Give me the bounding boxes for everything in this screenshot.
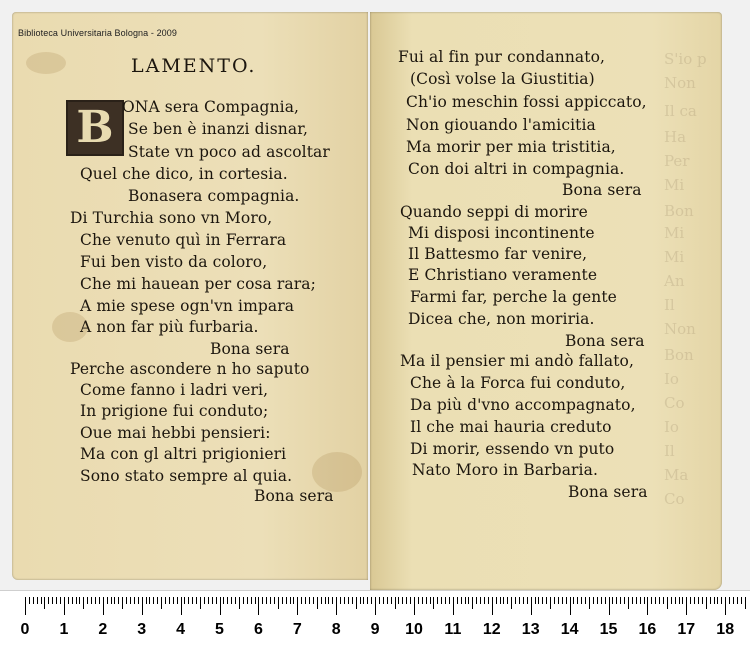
right-verse-line: Farmi far, perche la gente: [410, 288, 617, 306]
ruler-label: 9: [370, 621, 380, 638]
ruler-tick: [663, 597, 664, 604]
ruler-tick: [60, 597, 61, 604]
ruler-label: 15: [599, 621, 618, 638]
ruler-tick: [111, 597, 112, 604]
ruler-tick: [546, 597, 547, 604]
ruler-label: 3: [137, 621, 147, 638]
ruler-tick: [313, 597, 314, 604]
ruler-tick: [274, 597, 275, 604]
right-verse-line: Fui al fin pur condannato,: [398, 48, 606, 66]
ruler-tick: [208, 597, 209, 604]
ruler-tick: [216, 597, 217, 604]
right-verse-line: Non giouando l'amicitia: [406, 116, 596, 134]
ruler-tick: [266, 597, 267, 604]
ruler-tick: [79, 597, 80, 604]
ruler-tick: [585, 597, 586, 604]
ruler-tick: [270, 597, 271, 604]
ruler-tick: [282, 597, 283, 604]
ruler-tick: [694, 597, 695, 604]
right-verse-line: Il che mai hauria creduto: [410, 418, 612, 436]
right-verse-line: Di morir, essendo vn puto: [410, 440, 615, 458]
left-verse-line: A non far più furbaria.: [80, 318, 259, 336]
ruler-tick: [570, 597, 571, 615]
ruler-tick: [44, 597, 45, 609]
ruler-tick: [348, 597, 349, 604]
show-through-text: S'io p Non Il ca Ha Per Mi Bon Mi Mi An Il Non Bon Io Co Io Il Ma Co: [664, 50, 707, 508]
ruler-tick: [352, 597, 353, 604]
ruler-tick: [258, 597, 259, 615]
ruler-tick: [620, 597, 621, 604]
ruler-tick: [457, 597, 458, 604]
ruler-tick: [87, 597, 88, 604]
ruler-tick: [293, 597, 294, 604]
measurement-ruler: [0, 590, 750, 659]
ruler-tick: [309, 597, 310, 604]
left-verse-line: Ma con gl altri prigionieri: [80, 445, 287, 463]
ruler-tick: [286, 597, 287, 604]
ruler-tick: [667, 597, 668, 609]
ruler-tick: [511, 597, 512, 609]
left-refrain: Bona sera: [254, 487, 334, 505]
ruler-tick: [402, 597, 403, 604]
ruler-tick: [340, 597, 341, 604]
ruler-tick: [126, 597, 127, 604]
right-verse-line: Ma morir per mia tristitia,: [406, 138, 616, 156]
ruler-label: 4: [176, 621, 186, 638]
ruler-tick: [391, 597, 392, 604]
ruler-tick: [169, 597, 170, 604]
ruler-tick: [426, 597, 427, 604]
ruler-tick: [476, 597, 477, 604]
ruler-tick: [91, 597, 92, 604]
ruler-tick: [227, 597, 228, 604]
ruler-tick: [519, 597, 520, 604]
ruler-tick: [165, 597, 166, 604]
ruler-tick: [184, 597, 185, 604]
ruler-tick: [414, 597, 415, 615]
ruler-tick: [188, 597, 189, 604]
ruler-tick: [589, 597, 590, 609]
ruler-tick: [729, 597, 730, 604]
ruler-tick: [64, 597, 65, 615]
ruler-tick: [41, 597, 42, 604]
ruler-label: 0: [20, 621, 30, 638]
ruler-label: 12: [482, 621, 501, 638]
ruler-tick: [523, 597, 524, 604]
right-refrain: Bona sera: [568, 483, 648, 501]
ruler-tick: [632, 597, 633, 604]
ruler-label: 18: [716, 621, 735, 638]
ruler-tick: [297, 597, 298, 615]
ruler-tick: [387, 597, 388, 604]
ruler-tick: [418, 597, 419, 604]
ruler-tick: [480, 597, 481, 604]
ruler-tick: [336, 597, 337, 615]
paper-stain: [26, 52, 66, 74]
ruler-tick: [138, 597, 139, 604]
ruler-tick: [344, 597, 345, 604]
left-verse-line: State vn poco ad ascoltar: [128, 143, 330, 161]
ruler-tick: [542, 597, 543, 604]
left-verse-line: Se ben è inanzi disnar,: [128, 120, 309, 138]
ruler-tick: [212, 597, 213, 604]
right-verse-line: Dicea che, non moriria.: [408, 310, 595, 328]
ruler-tick: [243, 597, 244, 604]
ruler-tick: [52, 597, 53, 604]
ruler-tick: [655, 597, 656, 604]
ruler-tick: [379, 597, 380, 604]
ruler-tick: [122, 597, 123, 609]
ruler-label: 7: [292, 621, 302, 638]
ruler-tick: [554, 597, 555, 604]
ruler-label: 1: [59, 621, 69, 638]
right-verse-line: Che à la Forca fui conduto,: [410, 374, 626, 392]
ruler-label: 11: [444, 621, 462, 638]
ruler-tick: [538, 597, 539, 604]
ruler-tick: [33, 597, 34, 604]
ruler-tick: [659, 597, 660, 604]
ruler-tick: [597, 597, 598, 604]
ruler-tick: [181, 597, 182, 615]
ruler-tick: [157, 597, 158, 604]
ruler-tick: [515, 597, 516, 604]
ruler-tick: [161, 597, 162, 609]
ruler-tick: [573, 597, 574, 604]
left-verse-line: Che venuto quì in Ferrara: [80, 231, 287, 249]
ruler-tick: [395, 597, 396, 609]
ruler-tick: [433, 597, 434, 609]
ruler-tick: [262, 597, 263, 604]
ruler-tick: [37, 597, 38, 604]
ruler-tick: [239, 597, 240, 609]
paper-stain: [312, 452, 362, 492]
ruler-tick: [29, 597, 30, 604]
left-refrain: Bonasera compagnia.: [128, 187, 300, 205]
ruler-tick: [177, 597, 178, 604]
ruler-tick: [398, 597, 399, 604]
right-refrain: Bona sera: [565, 332, 645, 350]
ruler-tick: [472, 597, 473, 609]
left-verse-line: Di Turchia sono vn Moro,: [70, 209, 273, 227]
ruler-tick: [644, 597, 645, 604]
right-verse-line: Ch'io meschin fossi appiccato,: [406, 93, 647, 111]
ruler-tick: [200, 597, 201, 609]
left-verse-line: Fui ben visto da coloro,: [80, 253, 268, 271]
ruler-tick: [562, 597, 563, 604]
right-verse-line: Ma il pensier mi andò fallato,: [400, 352, 634, 370]
right-verse-line: (Così volse la Giustitia): [410, 70, 595, 88]
ruler-label: 16: [638, 621, 657, 638]
ruler-tick: [675, 597, 676, 604]
ruler-tick: [465, 597, 466, 604]
ruler-tick: [690, 597, 691, 604]
ruler-tick: [496, 597, 497, 604]
ruler-tick: [317, 597, 318, 609]
ruler-tick: [118, 597, 119, 604]
ruler-tick: [375, 597, 376, 615]
ruler-tick: [507, 597, 508, 604]
ruler-tick: [56, 597, 57, 604]
right-verse-line: Mi disposi incontinente: [408, 224, 595, 242]
ruler-tick: [204, 597, 205, 604]
ruler-tick: [503, 597, 504, 604]
ruler-tick: [146, 597, 147, 604]
left-verse-line: Che mi hauean per cosa rara;: [80, 275, 316, 293]
ruler-tick: [640, 597, 641, 604]
ruler-tick: [437, 597, 438, 604]
ruler-tick: [441, 597, 442, 604]
right-verse-line: Il Battesmo far venire,: [408, 245, 588, 263]
left-verse-line: Sono stato sempre al quia.: [80, 467, 293, 485]
right-refrain: Bona sera: [562, 181, 642, 199]
ruler-label: 17: [677, 621, 696, 638]
ruler-tick: [107, 597, 108, 604]
ruler-tick: [360, 597, 361, 604]
ruler-tick: [531, 597, 532, 615]
ruler-tick: [328, 597, 329, 604]
ruler-label: 6: [253, 621, 263, 638]
ruler-tick: [95, 597, 96, 604]
ruler-tick: [406, 597, 407, 604]
ruler-tick: [363, 597, 364, 604]
ruler-tick: [430, 597, 431, 604]
ruler-tick: [488, 597, 489, 604]
ruler-tick: [278, 597, 279, 609]
ruler-tick: [671, 597, 672, 604]
ruler-tick: [223, 597, 224, 604]
ruler-tick: [25, 597, 26, 615]
ruler-tick: [702, 597, 703, 604]
ruler-tick: [679, 597, 680, 604]
ruler-tick: [192, 597, 193, 604]
ruler-tick: [251, 597, 252, 604]
ruler-tick: [714, 597, 715, 604]
ruler-tick: [134, 597, 135, 604]
ruler-tick: [321, 597, 322, 604]
ruler-label: 13: [521, 621, 540, 638]
ruler-tick: [149, 597, 150, 604]
ruler-tick: [48, 597, 49, 604]
left-verse-line: A mie spese ogn'vn impara: [80, 297, 295, 315]
ruler-tick: [356, 597, 357, 609]
ruler-tick: [717, 597, 718, 604]
ruler-tick: [706, 597, 707, 609]
ruler-tick: [609, 597, 610, 615]
ruler-tick: [422, 597, 423, 604]
ruler-tick: [76, 597, 77, 604]
ruler-tick: [453, 597, 454, 615]
ruler-tick: [461, 597, 462, 604]
ruler-tick: [220, 597, 221, 615]
ruler-tick: [173, 597, 174, 604]
ruler-tick: [83, 597, 84, 609]
ruler-tick: [601, 597, 602, 604]
ruler-tick: [616, 597, 617, 604]
poem-title: LAMENTO.: [131, 55, 257, 77]
ruler-tick: [99, 597, 100, 604]
ruler-tick: [153, 597, 154, 604]
ruler-tick: [535, 597, 536, 604]
ruler-label: 5: [215, 621, 224, 638]
ruler-tick: [290, 597, 291, 604]
ruler-tick: [247, 597, 248, 604]
ruler-tick: [235, 597, 236, 604]
right-verse-line: Da più d'vno accompagnato,: [410, 396, 636, 414]
ruler-tick: [605, 597, 606, 604]
left-refrain: Bona sera: [210, 340, 290, 358]
ruler-tick: [698, 597, 699, 604]
right-verse-line: Nato Moro in Barbaria.: [412, 461, 598, 479]
ruler-label: 2: [98, 621, 108, 638]
ruler-tick: [733, 597, 734, 604]
ruler-tick: [628, 597, 629, 609]
ruler-tick: [624, 597, 625, 604]
ruler-tick: [500, 597, 501, 604]
ruler-tick: [741, 597, 742, 604]
ruler-tick: [721, 597, 722, 604]
library-watermark: Biblioteca Universitaria Bologna - 2009: [18, 28, 177, 38]
ruler-tick: [231, 597, 232, 604]
ruler-tick: [325, 597, 326, 604]
ruler-tick: [410, 597, 411, 604]
ruler-tick: [383, 597, 384, 604]
ruler-tick: [142, 597, 143, 615]
ruler-tick: [566, 597, 567, 604]
ruler-label: 14: [560, 621, 579, 638]
ruler-tick: [103, 597, 104, 615]
ruler-tick: [301, 597, 302, 604]
ruler-tick: [593, 597, 594, 604]
ruler-label: 8: [331, 621, 341, 638]
ruler-tick: [651, 597, 652, 604]
left-verse-line: Oue mai hebbi pensieri:: [80, 424, 271, 442]
ruler-tick: [737, 597, 738, 604]
ruler-tick: [305, 597, 306, 604]
ruler-tick: [550, 597, 551, 609]
ruler-tick: [492, 597, 493, 615]
ruler-tick: [725, 597, 726, 615]
ruler-tick: [332, 597, 333, 604]
ruler-tick: [745, 597, 746, 609]
ruler-tick: [710, 597, 711, 604]
ruler-tick: [612, 597, 613, 604]
left-verse-line: Come fanno i ladri veri,: [80, 381, 269, 399]
ruler-tick: [468, 597, 469, 604]
right-verse-line: Quando seppi di morire: [400, 203, 588, 221]
ruler-tick: [686, 597, 687, 615]
ruler-tick: [581, 597, 582, 604]
ruler-tick: [371, 597, 372, 604]
ruler-tick: [558, 597, 559, 604]
ornamental-dropcap: B: [66, 100, 124, 156]
ruler-tick: [114, 597, 115, 604]
right-verse-line: Con doi altri in compagnia.: [408, 160, 625, 178]
ruler-tick: [68, 597, 69, 604]
ruler-label: 10: [405, 621, 423, 638]
ruler-tick: [647, 597, 648, 615]
ruler-tick: [72, 597, 73, 604]
left-verse-line: Perche ascondere n ho saputo: [70, 360, 310, 378]
ruler-tick: [255, 597, 256, 604]
ruler-tick: [445, 597, 446, 604]
left-verse-line: In prigione fui conduto;: [80, 402, 269, 420]
ruler-tick: [682, 597, 683, 604]
ruler-tick: [527, 597, 528, 604]
ruler-tick: [636, 597, 637, 604]
right-verse-line: E Christiano veramente: [408, 266, 598, 284]
ruler-tick: [130, 597, 131, 604]
ruler-tick: [449, 597, 450, 604]
ruler-tick: [484, 597, 485, 604]
left-verse-line: ONA sera Compagnia,: [122, 98, 300, 116]
ruler-tick: [367, 597, 368, 604]
ruler-tick: [196, 597, 197, 604]
ruler-tick: [577, 597, 578, 604]
left-verse-line: Quel che dico, in cortesia.: [80, 165, 288, 183]
